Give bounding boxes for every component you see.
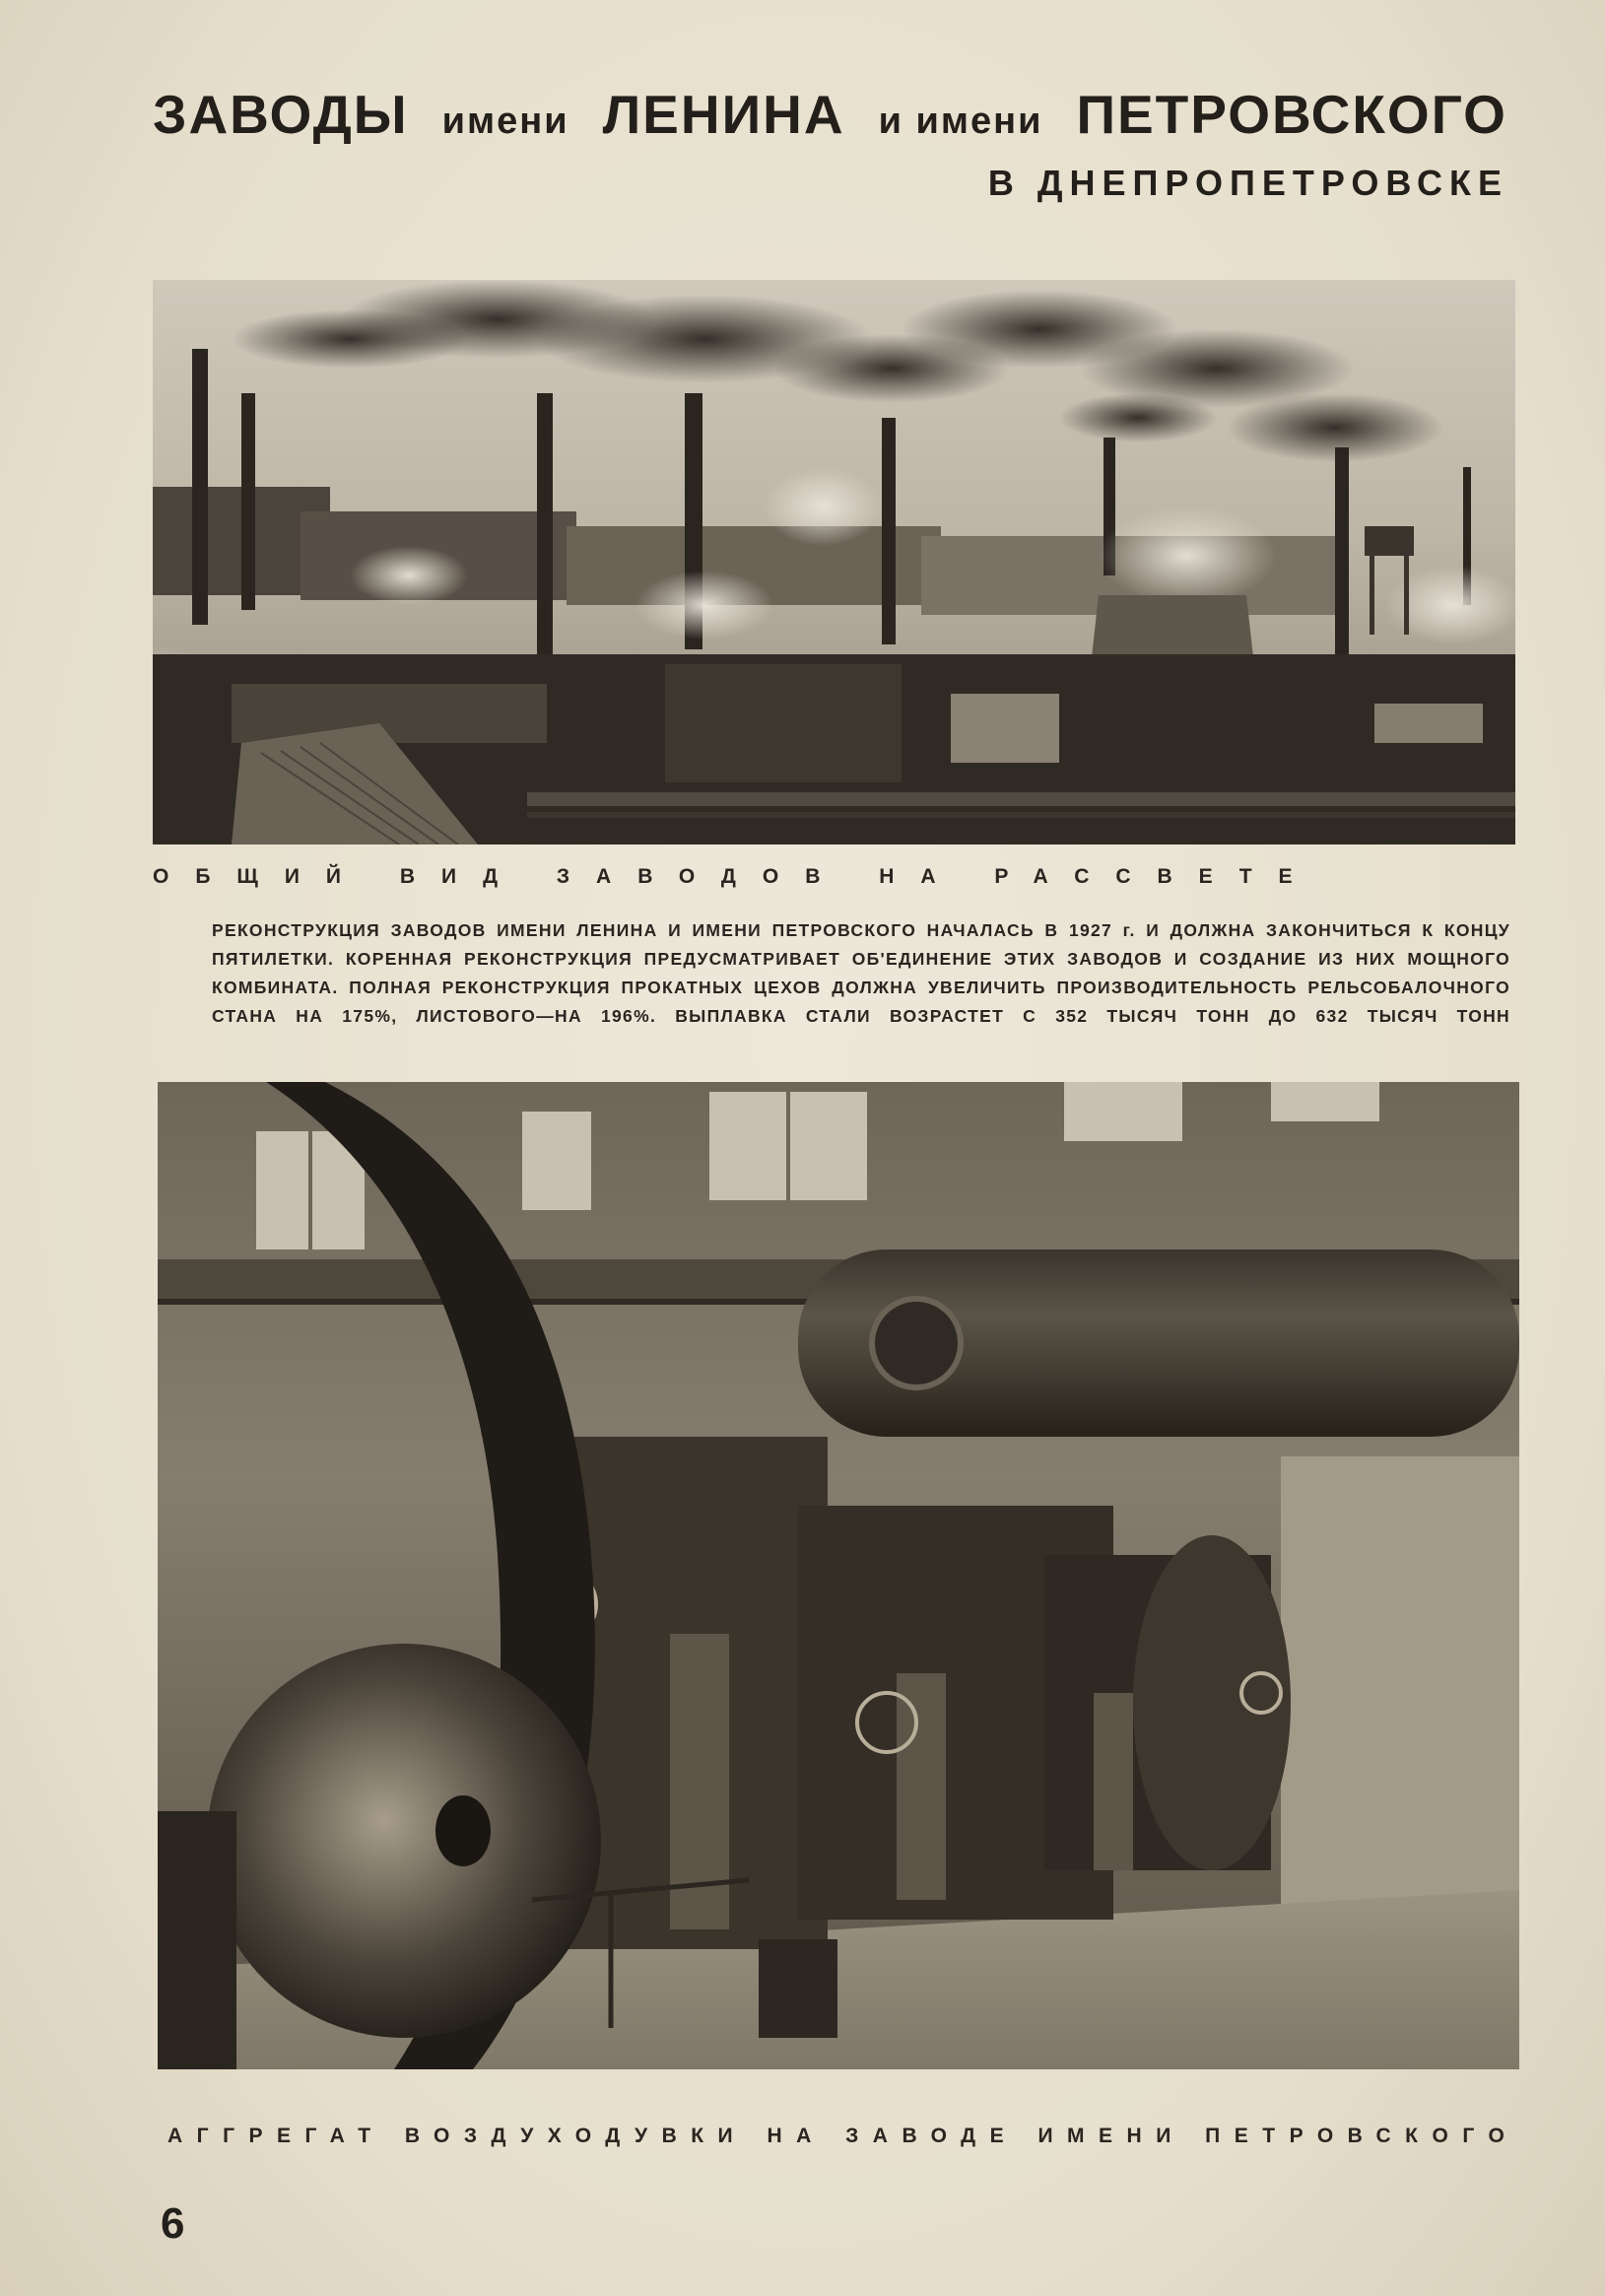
article-line: РЕКОНСТРУКЦИЯ ЗАВОДОВ ИМЕНИ ЛЕНИНА И ИМЕНИ ПЕТРОВСКОГО НАЧАЛАСЬ В 1927 г. И ДОЛЖНА ЗАКОНЧИТЬСЯ К КОНЦУ	[212, 920, 1510, 940]
title-word-imeni-1: имени	[441, 101, 569, 142]
page-number: 6	[161, 2199, 185, 2248]
page-subtitle: В ДНЕПРОПЕТРОВСКЕ	[987, 163, 1508, 203]
article-line: ПЯТИЛЕТКИ. КОРЕННАЯ РЕКОНСТРУКЦИЯ ПРЕДУСМАТРИВАЕТ ОБ'ЕДИНЕНИЕ ЭТИХ ЗАВОДОВ И СОЗДАНИЕ ИЗ НИХ МОЩНОГО	[212, 949, 1510, 969]
factory-panorama-photo	[153, 280, 1515, 844]
blower-machinery-photo	[158, 1082, 1519, 2069]
article-body	[212, 916, 1510, 1031]
article-line: КОМБИНАТА. ПОЛНАЯ РЕКОНСТРУКЦИЯ ПРОКАТНЫХ ЦЕХОВ ДОЛЖНА УВЕЛИЧИТЬ ПРОИЗВОДИТЕЛЬНОСТЬ РЕЛЬСОБАЛОЧНОГО	[212, 978, 1510, 997]
page-title	[153, 83, 1507, 146]
title-word-zavody: ЗАВОДЫ	[153, 84, 409, 145]
article-line: СТАНА НА 175%, ЛИСТОВОГО—НА 196%. ВЫПЛАВКА СТАЛИ ВОЗРАСТЕТ С 352 ТЫСЯЧ ТОНН ДО 632 ТЫСЯЧ ТОНН	[212, 1006, 1510, 1026]
photo-caption-top: ОБЩИЙ ВИД ЗАВОДОВ НА РАССВЕТЕ	[153, 865, 1319, 888]
title-word-petrovskogo: ПЕТРОВСКОГО	[1076, 84, 1507, 145]
title-word-i-imeni: и имени	[878, 101, 1043, 142]
title-word-lenina: ЛЕНИНА	[602, 84, 845, 145]
photo-caption-bottom: АГГРЕГАТ ВОЗДУХОДУВКИ НА ЗАВОДЕ ИМЕНИ ПЕТРОВСКОГО	[167, 2125, 1519, 2147]
